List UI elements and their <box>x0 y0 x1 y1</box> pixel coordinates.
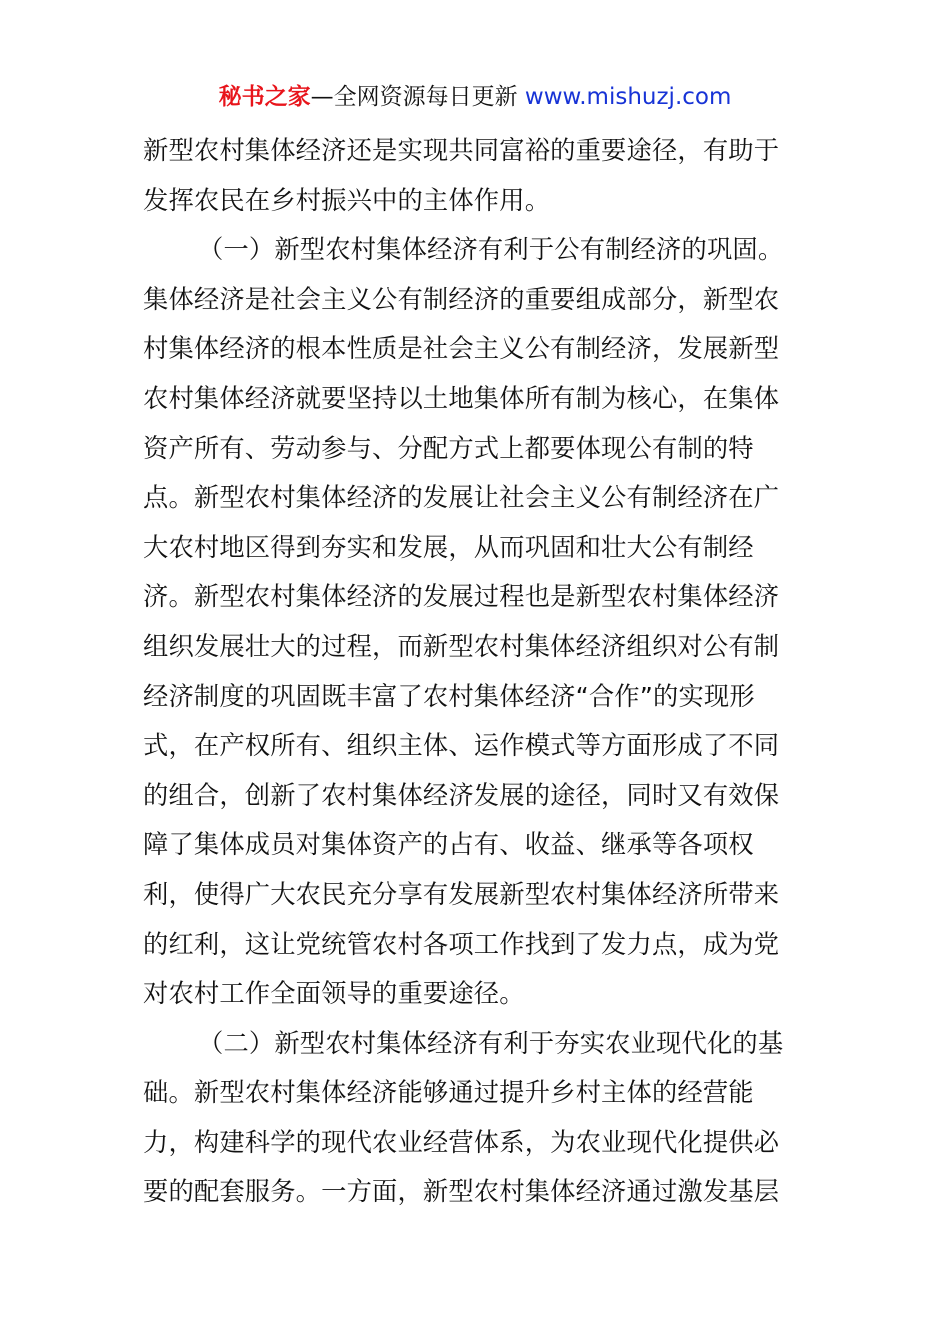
paragraph <box>143 1019 809 1217</box>
brand-name: 秘书之家 <box>218 84 311 110</box>
text-line: 发挥农民在乡村振兴中的主体作用。 <box>143 185 551 215</box>
text-line: 对农村工作全面领导的重要途径。 <box>143 979 525 1009</box>
text-line: 资产所有、劳动参与、分配方式上都要体现公有制的特 <box>143 433 754 463</box>
header-tagline: —全网资源每日更新 <box>310 84 518 110</box>
text-line: 农村集体经济就要坚持以土地集体所有制为核心，在集体 <box>143 383 780 413</box>
text-line: 村集体经济的根本性质是社会主义公有制经济，发展新型 <box>143 334 780 364</box>
text-line: 集体经济是社会主义公有制经济的重要组成部分，新型农 <box>143 284 780 314</box>
text-line: 经济制度的巩固既丰富了农村集体经济“合作”的实现形 <box>143 681 755 711</box>
site-url[interactable]: www.mishuzj.com <box>524 84 732 110</box>
text-line: 力，构建科学的现代农业经营体系，为农业现代化提供必 <box>143 1127 780 1157</box>
text-line: 组织发展壮大的过程，而新型农村集体经济组织对公有制 <box>143 631 780 661</box>
section-heading-line: （二）新型农村集体经济有利于夯实农业现代化的基 <box>198 1028 784 1058</box>
section-heading-line: （一）新型农村集体经济有利于公有制经济的巩固。 <box>198 235 784 265</box>
text-line: 式，在产权所有、组织主体、运作模式等方面形成了不同 <box>143 731 780 761</box>
text-line: 大农村地区得到夯实和发展，从而巩固和壮大公有制经 <box>143 532 754 562</box>
paragraph <box>143 225 809 1019</box>
text-line: 障了集体成员对集体资产的占有、收益、继承等各项权 <box>143 830 754 860</box>
text-line: 新型农村集体经济还是实现共同富裕的重要途径，有助于 <box>143 136 780 165</box>
watermark-header <box>0 80 950 114</box>
text-line: 利，使得广大农民充分享有发展新型农村集体经济所带来 <box>143 879 780 909</box>
text-line: 济。新型农村集体经济的发展过程也是新型农村集体经济 <box>143 582 780 612</box>
paragraph <box>143 126 809 225</box>
text-line: 点。新型农村集体经济的发展让社会主义公有制经济在广 <box>143 483 780 513</box>
text-line: 要的配套服务。一方面，新型农村集体经济通过激发基层 <box>143 1177 780 1207</box>
text-line: 的组合，创新了农村集体经济发展的途径，同时又有效保 <box>143 780 780 810</box>
text-line: 的红利，这让党统管农村各项工作找到了发力点，成为党 <box>143 929 780 959</box>
document-body <box>143 126 809 1217</box>
text-line: 础。新型农村集体经济能够通过提升乡村主体的经营能 <box>143 1078 754 1108</box>
